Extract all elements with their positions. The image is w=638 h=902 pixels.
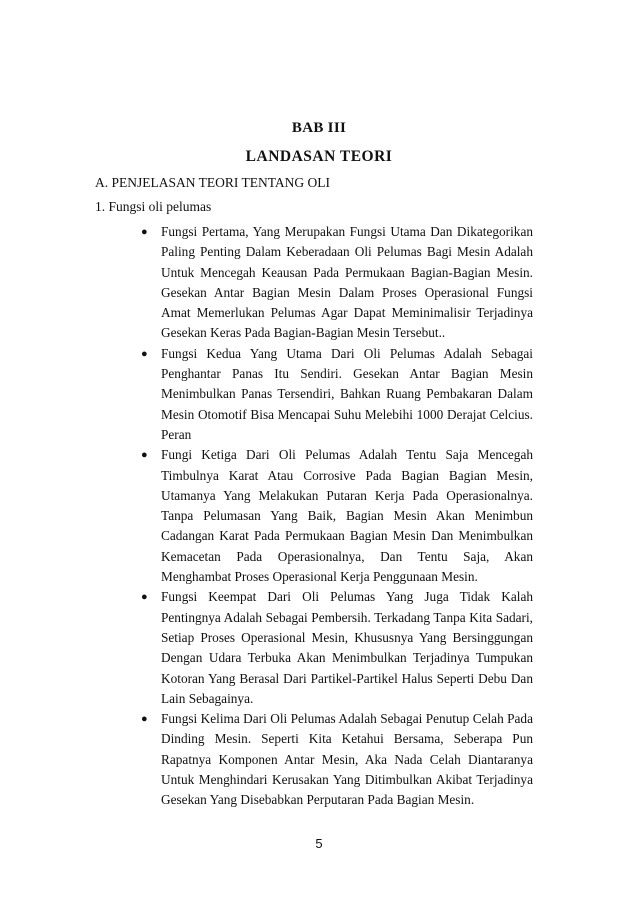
bullet-icon: ● bbox=[141, 713, 148, 726]
bullet-text: Fungsi Kelima Dari Oli Pelumas Adalah Sebagai Penutup Celah Pada Dinding Mesin. Seperti Kita Ketahui Bersama, Seberapa Pun Rapatnya Komponen Antar Mesin, Aka Nada Celah Diantaranya Untuk Menghindari Kerusakan Yang Ditimbulkan Akibat Terjadinya Gesekan Yang Disebabkan Perputaran Pada Bagian Mesin. bbox=[161, 711, 533, 808]
bullet-icon: ● bbox=[141, 226, 148, 238]
subsection-heading: 1. Fungsi oli pelumas bbox=[95, 199, 212, 214]
bullet-item bbox=[140, 344, 533, 445]
section-heading: A. PENJELASAN TEORI TENTANG OLI bbox=[95, 175, 331, 190]
bullet-text: Fungsi Keempat Dari Oli Pelumas Yang Juga Tidak Kalah Pentingnya Adalah Sebagai Pembersih. Terkadang Tanpa Kita Sadari, Setiap Proses Operasional Mesin, Khususnya Yang Bersinggungan Dengan Udara Terbuka Akan Menimbulkan Terjadinya Tumpukan Kotoran Yang Berasal Dari Partikel-Partikel Halus Seperti Debu Dan Lain Sebagainya. bbox=[161, 589, 533, 706]
bullet-item bbox=[140, 445, 533, 587]
bullet-icon: ● bbox=[141, 591, 148, 604]
page-number: 5 bbox=[315, 836, 323, 851]
bullet-item bbox=[140, 222, 533, 344]
bullet-text: Fungsi Kedua Yang Utama Dari Oli Pelumas Adalah Sebagai Penghantar Panas Itu Sendiri. Gesekan Antar Bagian Mesin Menimbulkan Panas Tersendiri, Bahkan Ruang Pembakaran Dalam Mesin Otomotif Bisa Mencapai Suhu Melebihi 1000 Derajat Celcius. Peran bbox=[161, 345, 533, 442]
bullet-item bbox=[140, 587, 533, 709]
bullet-icon: ● bbox=[141, 449, 148, 462]
bullet-list bbox=[140, 222, 533, 811]
bullet-text: Fungsi Pertama, Yang Merupakan Fungsi Utama Dan Dikategorikan Paling Penting Dalam Keberadaan Oli Pelumas Bagi Mesin Adalah Untuk Mencegah Keausan Pada Permukaan Bagian-Bagian Mesin. Gesekan Antar Bagian Mesin Dalam Proses Operasional Fungsi Amat Memerlukan Pelumas Agar Dapat Meminimalisir Terjadinya Gesekan Keras Pada Bagian-Bagian Mesin Tersebut.. bbox=[161, 224, 533, 341]
bullet-item bbox=[140, 709, 533, 810]
chapter-title: LANDASAN TEORI bbox=[245, 148, 393, 165]
chapter-label: BAB III bbox=[291, 120, 347, 136]
bullet-icon: ● bbox=[141, 347, 148, 360]
bullet-text: Fungi Ketiga Dari Oli Pelumas Adalah Tentu Saja Mencegah Timbulnya Karat Atau Corrosive Pada Bagian Bagian Mesin, Utamanya Yang Melakukan Putaran Kerja Pada Operasionalnya. Tanpa Pelumasan Yang Baik, Bagian Mesin Akan Menimbun Cadangan Karat Pada Permukaan Bagian Mesin Dan Menimbulkan Kemacetan Pada Operasionalnya, Dan Tentu Saja, Akan Menghambat Proses Operasional Kerja Penggunaan Mesin. bbox=[161, 447, 533, 585]
